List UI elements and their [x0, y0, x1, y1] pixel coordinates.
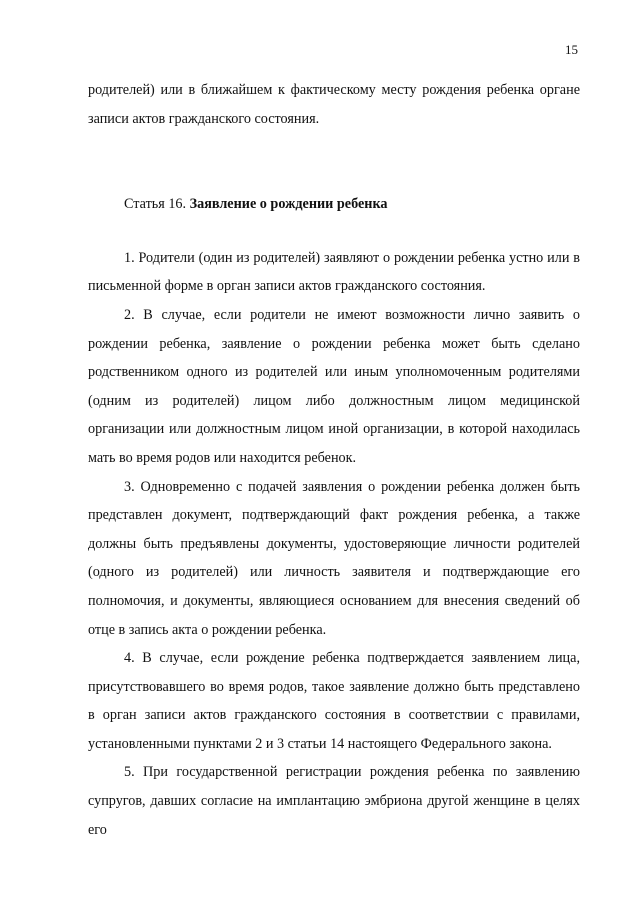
article-label: Статья 16. [124, 196, 187, 213]
page-number: 15 [565, 42, 578, 57]
document-body [88, 76, 580, 844]
paragraph-3: 3. Одновременно с подачей заявления о рождении ребенка должен быть представлен документ, подтверждающий факт рождения ребенка, а также должны быть предъявлены документы, удостоверяющие личности родителей (одного из родителей) или личность заявителя и подтверждающие его полномочия, и документы, являющиеся основанием для внесения сведений об отце в запись акта о рождении ребенка. [88, 478, 580, 638]
paragraph-1: 1. Родители (один из родителей) заявляют о рождении ребенка устно или в письменной форме в орган записи актов гражданского состояния. [88, 249, 580, 295]
continuation-paragraph: родителей) или в ближайшем к фактическому месту рождения ребенка органе записи актов гражданского состояния. [88, 82, 580, 127]
paragraph-5: 5. При государственной регистрации рождения ребенка по заявлению супругов, давших согласие на имплантацию эмбриона другой женщине в целях его [88, 764, 580, 838]
article-heading [88, 190, 580, 219]
paragraph-2: 2. В случае, если родители не имеют возможности лично заявить о рождении ребенка, заявление о рождении ребенка может быть сделано родственником одного из родителей или иным уполномоченным родителями (одним из родителей) лицом либо должностным лицом медицинской организации или должностным лицом иной организации, в которой находилась мать во время родов или находится ребенок. [88, 306, 580, 466]
article-title: Заявление о рождении ребенка [189, 196, 388, 213]
paragraph-4: 4. В случае, если рождение ребенка подтверждается заявлением лица, присутствовавшего во время родов, такое заявление должно быть представлено в орган записи актов гражданского состояния в соответствии с правилами, установленными пунктами 2 и 3 статьи 14 настоящего Федерального закона. [88, 650, 580, 752]
